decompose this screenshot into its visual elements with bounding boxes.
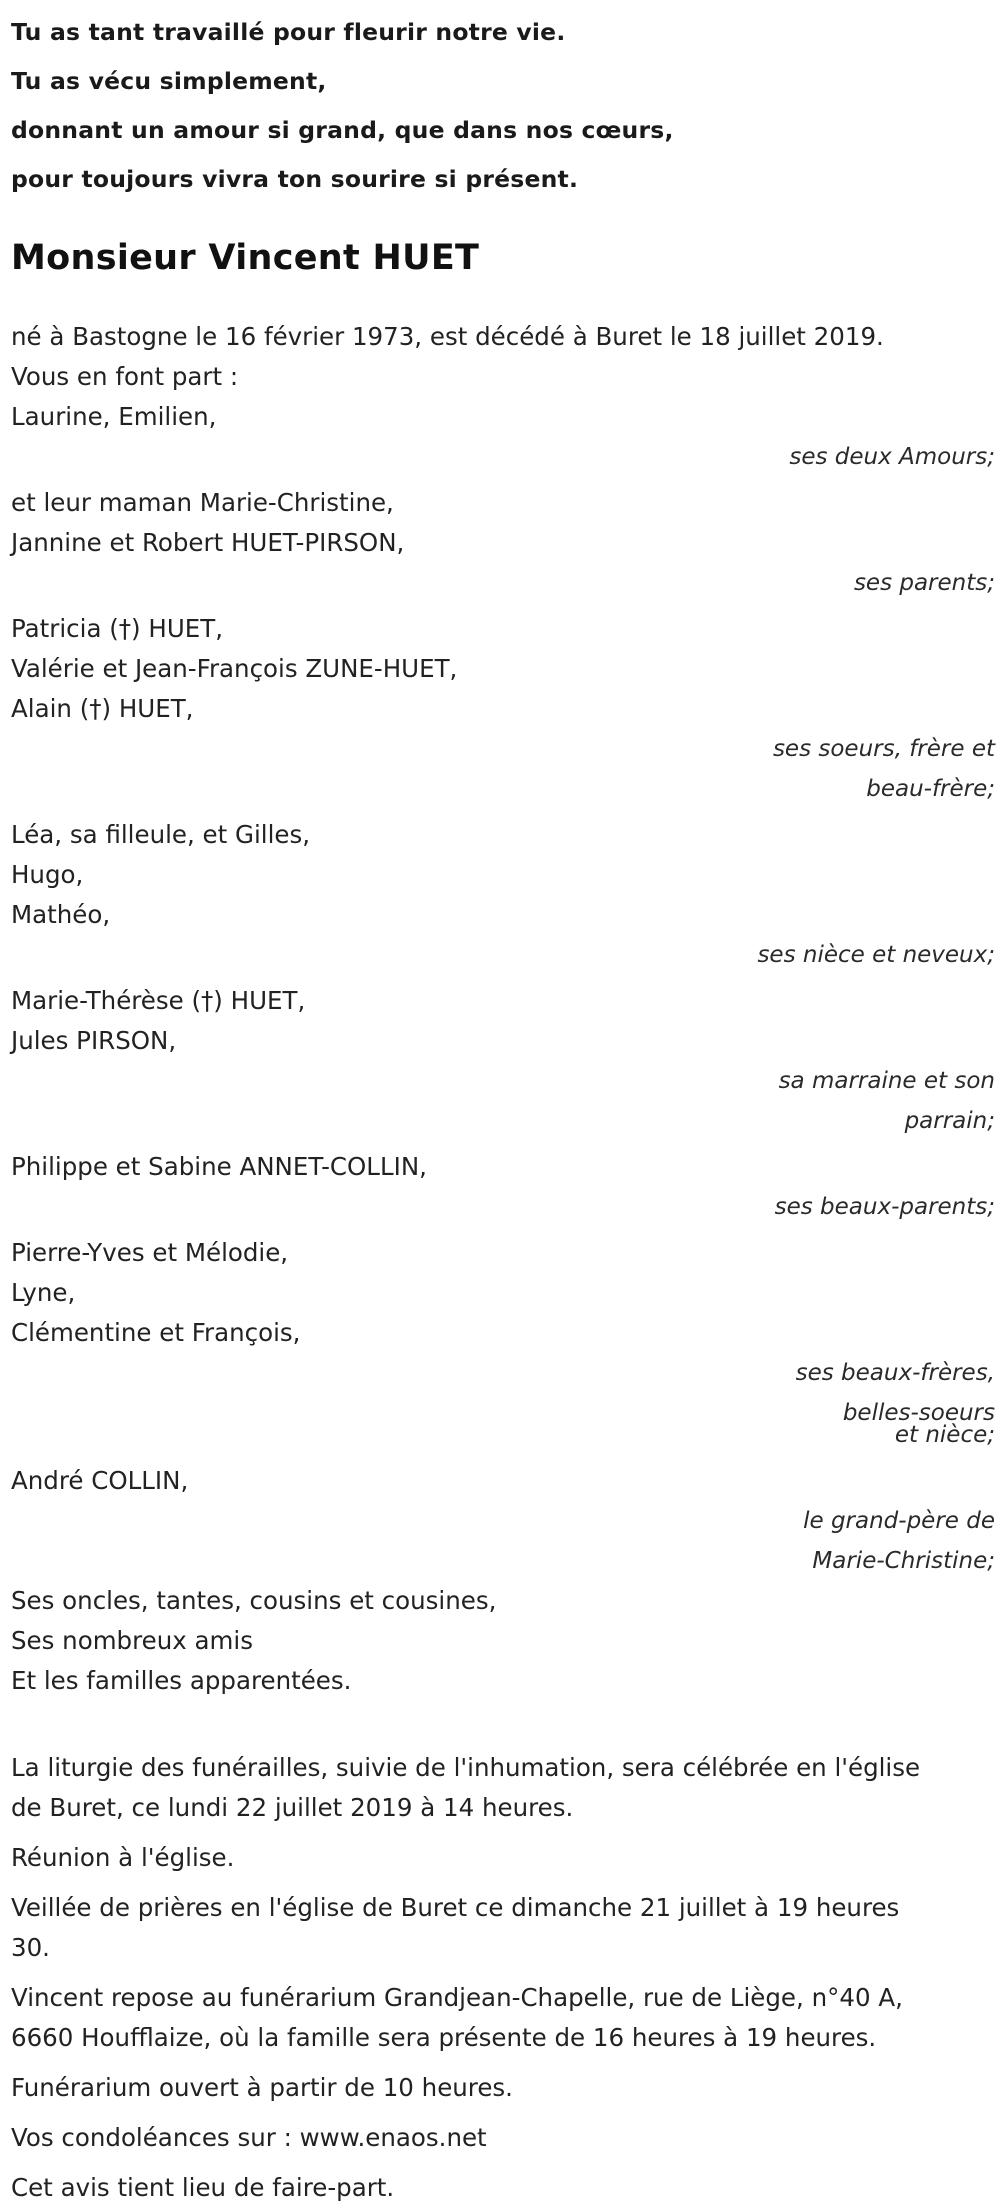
family-member-line: Lyne, [11,1278,76,1307]
relation-line: beau-frère; [866,776,995,802]
closing-line: Ses nombreux amis [11,1626,253,1655]
paragraph-line: de Buret, ce lundi 22 juillet 2019 à 14 heures. [11,1793,574,1822]
relation-label [11,729,995,809]
paragraph-line: Réunion à l'église. [11,1843,235,1872]
relation-line: ses beaux-parents; [774,1194,995,1220]
family-member-line: et leur maman Marie-Christine, [11,488,394,517]
family-group [11,1461,995,1581]
family-member-line: Clémentine et François, [11,1318,301,1347]
relation-label [11,935,995,975]
family-member-line: Mathéo, [11,900,111,929]
family-member-line: Alain (†) HUET, [11,694,194,723]
detail-paragraph [11,1838,995,1878]
family-member-line: Laurine, Emilien, [11,402,217,431]
detail-paragraph [11,1748,995,1828]
poem [11,8,711,204]
paragraph-line: Cet avis tient lieu de faire-part. [11,2173,395,2202]
detail-paragraph [11,1888,995,1968]
relation-label [11,437,995,477]
paragraph-line: Funérarium ouvert à partir de 10 heures. [11,2073,513,2102]
detail-paragraph [11,2168,995,2208]
family-group [11,815,995,975]
paragraph-line: Veillée de prières en l'église de Buret ce dimanche 21 juillet à 19 heures [11,1893,900,1922]
deceased-name: Monsieur Vincent HUET [11,238,480,278]
relation-line: ses soeurs, frère et [772,736,995,762]
closing-line: Ses oncles, tantes, cousins et cousines, [11,1586,497,1615]
family-member-line: Léa, sa filleule, et Gilles, [11,820,311,849]
poem-line: pour toujours vivra ton sourire si présent. [11,165,579,193]
relation-line: Marie-Christine; [812,1548,995,1574]
family-group [11,483,995,603]
detail-paragraph [11,1978,995,2058]
intro-line: Vous en font part : [11,362,239,391]
poem-line: donnant un amour si grand, que dans nos cœurs, [11,116,674,144]
relation-line: ses deux Amours; [789,444,995,470]
family-groups [11,397,995,1581]
detail-paragraph [11,2068,995,2108]
closing-lines [11,1581,995,1701]
family-member-line: André COLLIN, [11,1466,189,1495]
relation-line: ses parents; [853,570,995,596]
relation-label [11,1353,995,1455]
obituary-notice [11,0,995,2208]
detail-paragraph [11,2118,995,2158]
relation-line: belles-soeurs [842,1400,995,1426]
poem-line: Tu as tant travaillé pour fleurir notre vie. [11,18,566,46]
relation-line: ses nièce et neveux; [757,942,995,968]
family-member-line: Hugo, [11,860,84,889]
relation-line: et nièce; [894,1422,995,1448]
family-group [11,1147,995,1227]
family-member-line: Jannine et Robert HUET-PIRSON, [11,528,405,557]
family-member-line: Philippe et Sabine ANNET-COLLIN, [11,1152,427,1181]
family-group [11,609,995,809]
family-member-line: Patricia (†) HUET, [11,614,223,643]
relation-label [11,1501,995,1581]
family-member-line: Jules PIRSON, [11,1026,177,1055]
family-member-line: Valérie et Jean-François ZUNE-HUET, [11,654,458,683]
paragraph-line: Vos condoléances sur : www.enaos.net [11,2123,487,2152]
relation-line: ses beaux-frères, [795,1360,995,1386]
relation-label [11,1061,995,1141]
family-member-line: Marie-Thérèse (†) HUET, [11,986,306,1015]
funeral-details [11,1748,995,2208]
poem-line: Tu as vécu simplement, [11,67,327,95]
paragraph-line: 6660 Houfflaize, où la famille sera présente de 16 heures à 19 heures. [11,2023,877,2052]
family-group [11,1233,995,1455]
family-member-line: Pierre-Yves et Mélodie, [11,1238,289,1267]
relation-line: parrain; [904,1108,995,1134]
family-group [11,981,995,1141]
paragraph-line: Vincent repose au funérarium Grandjean-Chapelle, rue de Liège, n°40 A, [11,1983,903,2012]
closing-line: Et les familles apparentées. [11,1666,352,1695]
paragraph-line: 30. [11,1933,50,1962]
relation-line: sa marraine et son [778,1068,995,1094]
relation-line: le grand-père de [803,1508,995,1534]
family-group [11,397,995,477]
paragraph-line: La liturgie des funérailles, suivie de l'inhumation, sera célébrée en l'église [11,1753,921,1782]
relation-label [11,563,995,603]
birth-death-line: né à Bastogne le 16 février 1973, est décédé à Buret le 18 juillet 2019. [11,322,884,351]
relation-label [11,1187,995,1227]
